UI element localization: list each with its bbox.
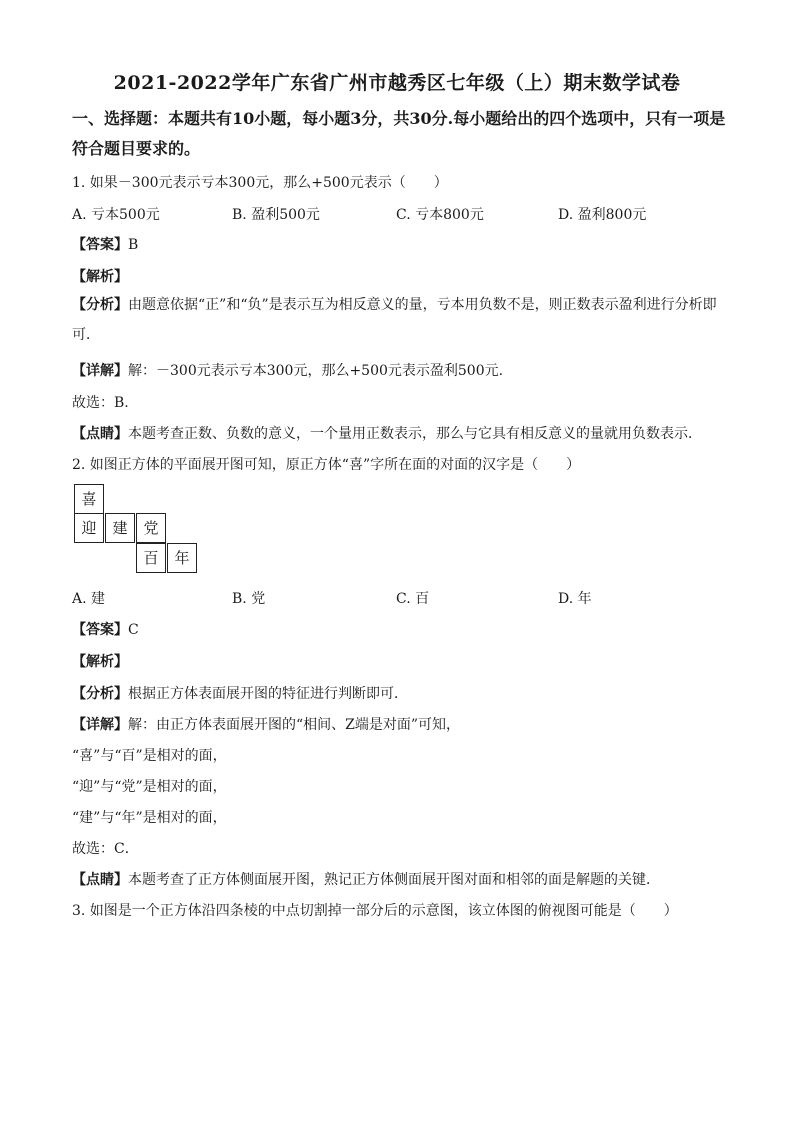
q2-fenxi-tag: 【分析】 [72,686,128,702]
q2-option-c: C. 百 [396,591,430,607]
q2-option-d: D. 年 [558,591,592,607]
net-cell-dang: 党 [136,513,166,543]
net-cell-jian: 建 [105,513,135,543]
net-cell-nian: 年 [167,543,197,573]
q1-xiangjie-tag: 【详解】 [72,363,128,379]
q2-pair-2: “迎”与“党”是相对的面， [72,779,227,795]
q2-dianjing-text: 本题考查了正方体侧面展开图，熟记正方体侧面展开图对面和相邻的面是解题的关键． [128,872,660,888]
q2-dianjing [72,869,660,889]
q1-dianjing-text: 本题考查正数、负数的意义，一个量用正数表示，那么与它具有相反意义的量就用负数表示． [128,426,702,442]
q1-option-a: A. 亏本500元 [72,207,160,223]
q1-xiangjie-text: 解：－300元表示亏本300元，那么+500元表示盈利500元. [128,363,504,379]
q2-xiangjie-tag: 【详解】 [72,717,128,733]
q2-answer-tag: 【答案】 [72,622,128,638]
q2-option-b: B. 党 [232,591,266,607]
q2-dianjing-tag: 【点睛】 [72,872,128,888]
q1-choice: 故选：B. [72,395,129,411]
q1-fenxi [72,290,722,350]
q1-answer-value: B [128,237,139,253]
q2-analysis-tag [72,651,128,671]
q1-stem: 1. 如果－300元表示亏本300元，那么+500元表示（ ） [72,175,448,191]
q1-fenxi-tag: 【分析】 [72,297,128,313]
q1-answer-tag: 【答案】 [72,237,128,253]
q1-dianjing-tag: 【点睛】 [72,426,128,442]
q2-fenxi [72,683,408,703]
q1-analysis-label: 【解析】 [72,269,128,285]
net-cell-xi: 喜 [74,484,104,514]
q2-xiangjie [72,714,460,734]
q2-analysis-label: 【解析】 [72,654,128,670]
q2-pair-1: “喜”与“百”是相对的面， [72,748,227,764]
q2-pair-3: “建”与“年”是相对的面， [72,810,227,826]
q2-fenxi-text: 根据正方体表面展开图的特征进行判断即可． [128,686,408,702]
q1-analysis-tag [72,266,128,286]
q2-answer-value: C [128,622,139,638]
q1-xiangjie [72,360,503,380]
q1-option-d: D. 盈利800元 [558,207,647,223]
q1-dianjing [72,423,702,443]
q3-stem: 3. 如图是一个正方体沿四条棱的中点切割掉一部分后的示意图，该立体图的俯视图可能是（ ） [72,903,678,919]
net-cell-ying: 迎 [74,513,104,543]
q1-fenxi-text: 由题意依据“正”和“负”是表示互为相反意义的量，亏本用负数不是，则正数表示盈利进行分析即可． [72,297,717,343]
q1-answer [72,234,138,254]
q1-option-b: B. 盈利500元 [232,207,320,223]
net-cell-bai: 百 [136,543,166,573]
q1-option-c: C. 亏本800元 [396,207,484,223]
section-heading: 一、选择题：本题共有10小题，每小题3分，共30分.每小题给出的四个选项中，只有一项是符合题目要求的。 [72,109,726,158]
q2-xiangjie-text: 解：由正方体表面展开图的“相间、Z端是对面”可知， [128,717,461,733]
q2-choice: 故选：C． [72,841,139,857]
q2-option-a: A. 建 [72,591,106,607]
page-title: 2021-2022学年广东省广州市越秀区七年级（上）期末数学试卷 [113,72,681,94]
q2-answer [72,619,139,639]
q2-stem: 2. 如图正方体的平面展开图可知，原正方体“喜”字所在面的对面的汉字是（ ） [72,457,581,473]
